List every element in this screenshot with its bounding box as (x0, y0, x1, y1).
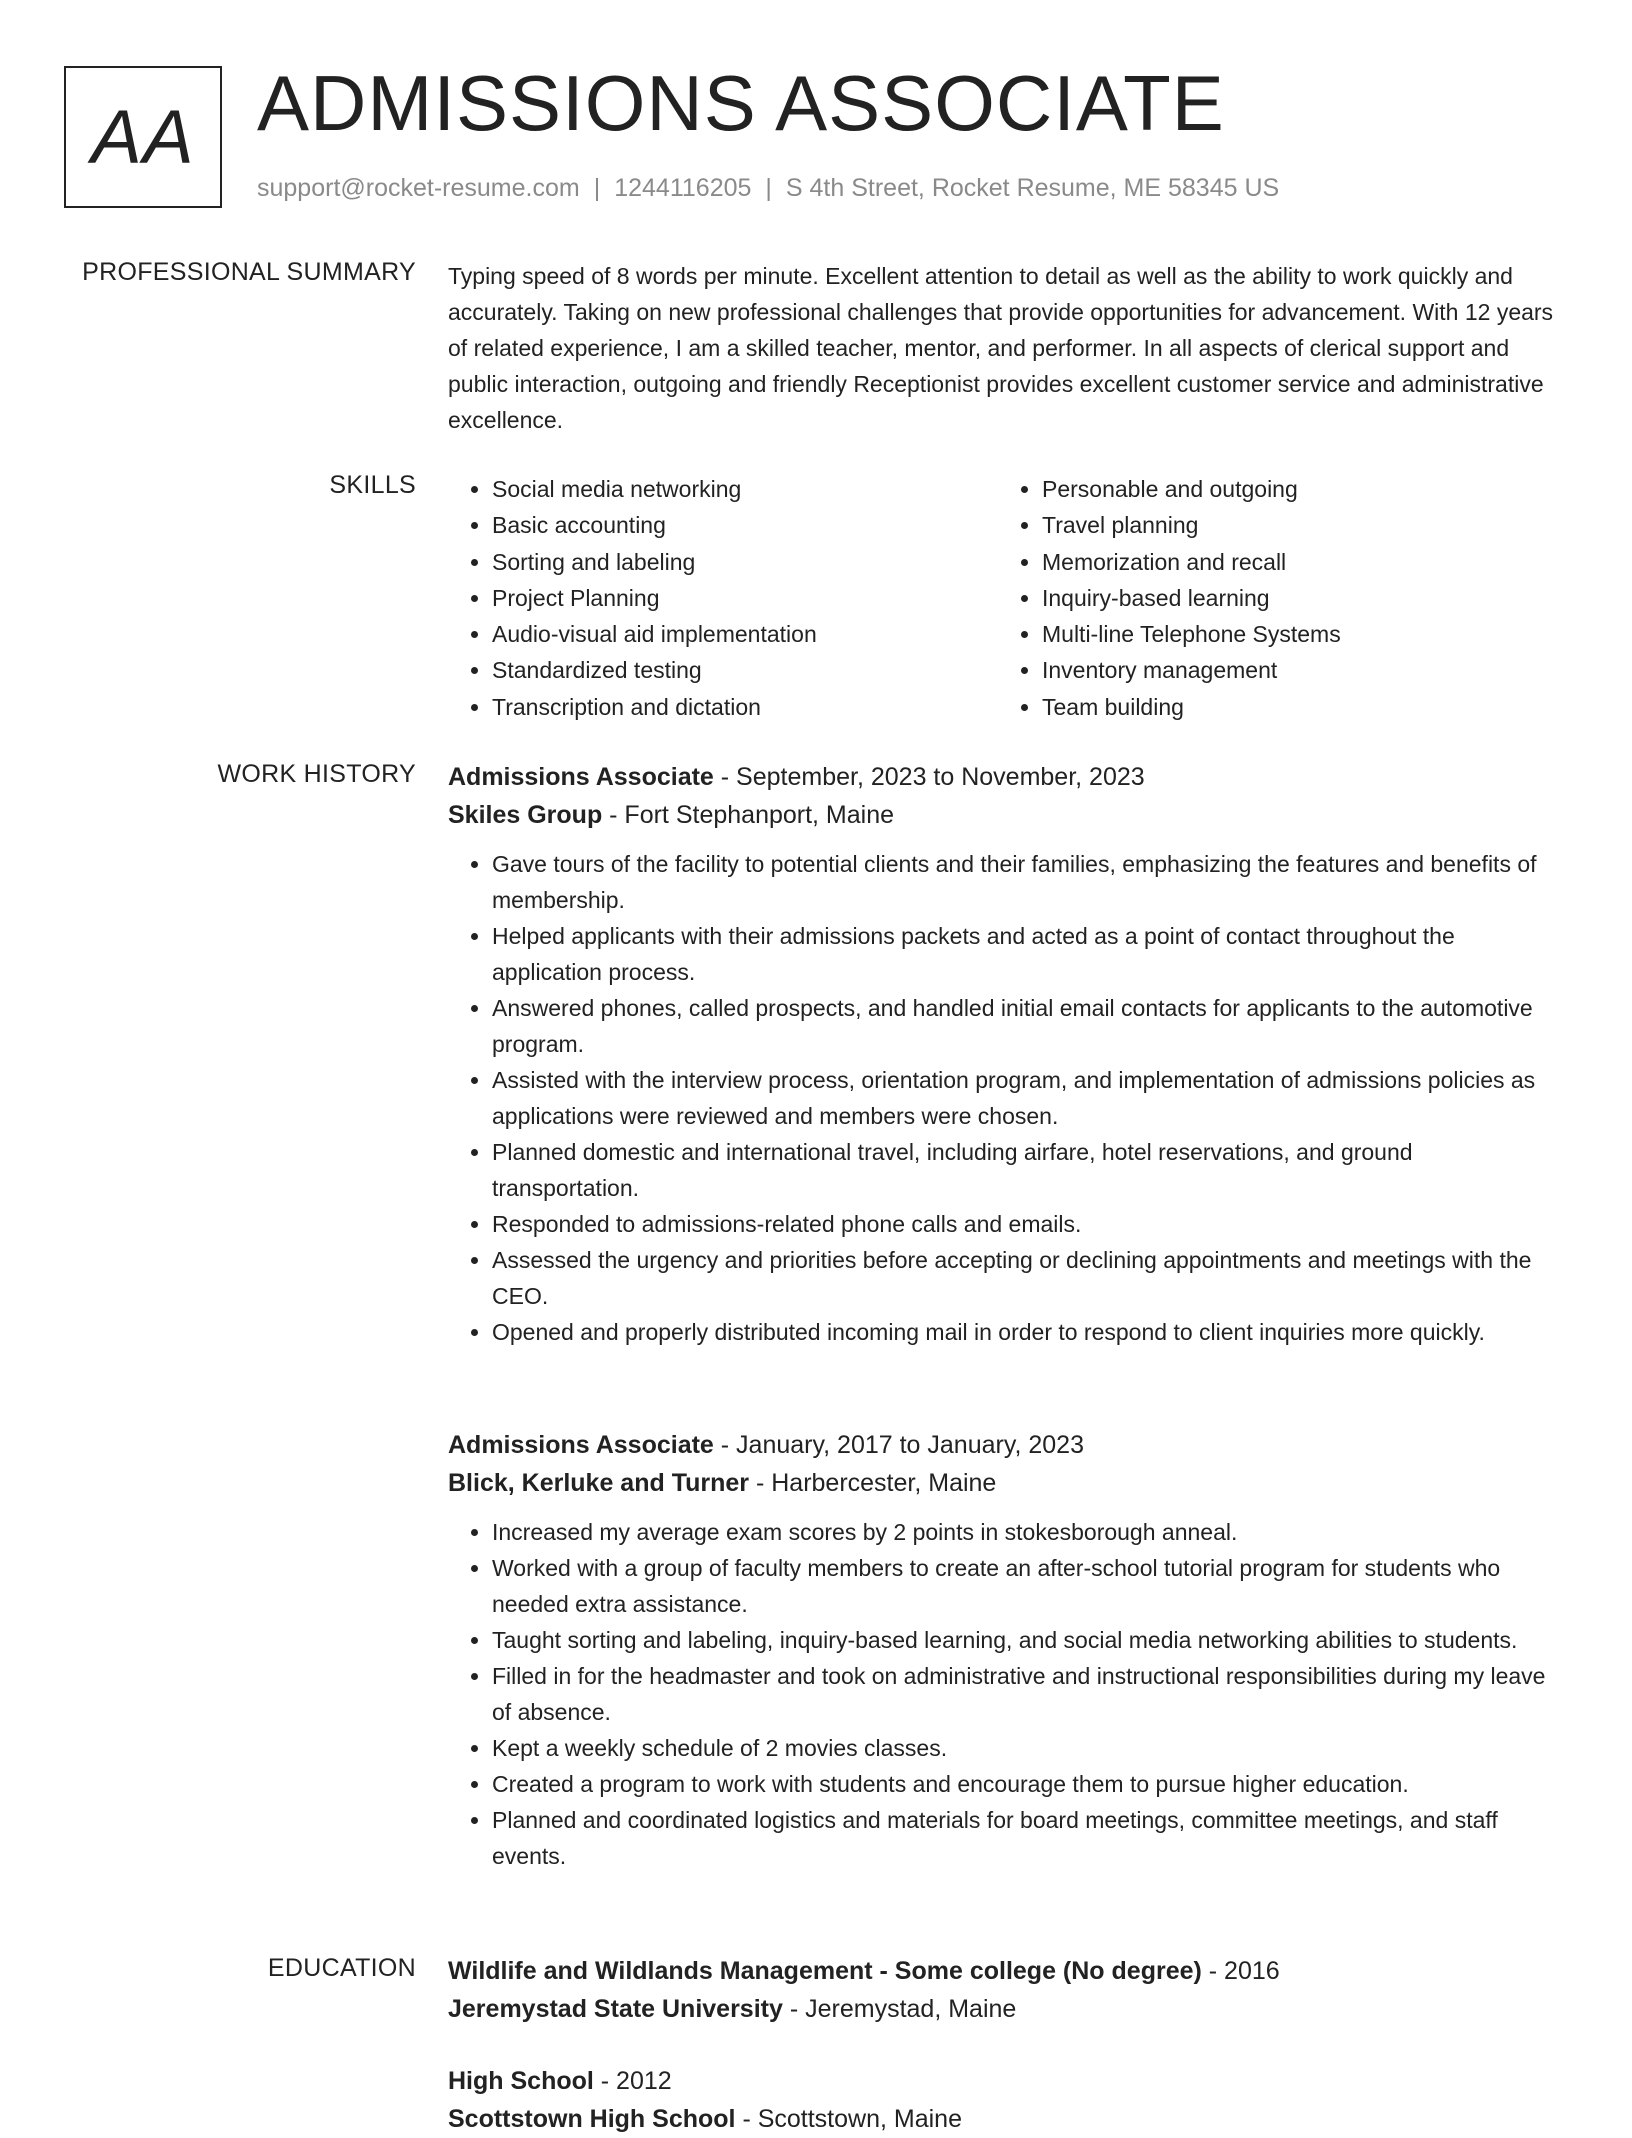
list-item: • Worked with a group of faculty members to create an after-school tutorial program for students who needed extra assistance. (492, 1550, 1560, 1622)
school-line (448, 1990, 1560, 2028)
school-location: - Jeremystad, Maine (782, 1995, 1017, 2023)
section-label-work: WORK HISTORY (217, 760, 416, 788)
list-item: • Answered phones, called prospects, and handled initial email contacts for applicants to the automotive program. (492, 990, 1560, 1062)
company-name: Blick, Kerluke and Turner (448, 1469, 750, 1497)
list-item: • Sorting and labeling (492, 544, 998, 580)
list-item: • Standardized testing (492, 652, 998, 688)
job-title-line (448, 758, 1560, 796)
summary-text: Typing speed of 8 words per minute. Excellent attention to detail as well as the ability to work quickly and accurately. Taking on new professional challenges that provide opportunities for advancement. With 12 years of related experience, I am a skilled teacher, mentor, and performer. In all aspects of clerical support and public interaction, outgoing and friendly Receptionist provides excellent customer service and administrative excellence. (448, 263, 1554, 433)
work-history-body (448, 758, 1560, 1869)
list-item: • Assessed the urgency and priorities before accepting or declining appointments and meetings with the CEO. (492, 1242, 1560, 1314)
company-location: - Fort Stephanport, Maine (602, 801, 895, 829)
list-item: • Transcription and dictation (492, 689, 998, 725)
section-label-skills: SKILLS (329, 471, 416, 499)
section-label-education: EDUCATION (267, 1954, 416, 1982)
job-dates: - September, 2023 to November, 2023 (713, 763, 1145, 791)
job-title: Admissions Associate (448, 763, 714, 791)
list-item: • Social media networking (492, 471, 998, 507)
job-title-line (448, 1426, 1560, 1464)
degree-line (448, 1952, 1560, 1990)
degree-name: Wildlife and Wildlands Management - Some college (No degree) (448, 1957, 1202, 1985)
job-bullets (448, 846, 1560, 1350)
education-body (448, 1952, 1560, 2138)
list-item: • Travel planning (1042, 507, 1548, 543)
section-label-summary: PROFESSIONAL SUMMARY (82, 258, 416, 286)
list-item: • Inventory management (1042, 652, 1548, 688)
school-name: Jeremystad State University (448, 1995, 783, 2023)
degree-line (448, 2062, 1560, 2100)
contact-line (257, 174, 1279, 203)
list-item: • Project Planning (492, 580, 998, 616)
monogram-logo: AA (64, 66, 222, 208)
degree-name: High School (448, 2067, 594, 2095)
job-company-line (448, 796, 1560, 834)
education-entry (448, 1952, 1560, 2028)
list-item: • Planned domestic and international travel, including airfare, hotel reservations, and ground transportation. (492, 1134, 1560, 1206)
degree-year: - 2016 (1201, 1957, 1280, 1985)
job-title: Admissions Associate (448, 1431, 714, 1459)
job-entry (448, 758, 1560, 1350)
list-item: • Taught sorting and labeling, inquiry-based learning, and social media networking abilities to students. (492, 1622, 1560, 1658)
list-item: • Assisted with the interview process, orientation program, and implementation of admissions policies as applications were reviewed and members were chosen. (492, 1062, 1560, 1134)
list-item: • Helped applicants with their admissions packets and acted as a point of contact throughout the application process. (492, 918, 1560, 990)
skills-list (448, 471, 1560, 725)
school-name: Scottstown High School (448, 2105, 736, 2133)
separator: | (765, 174, 772, 202)
list-item: • Basic accounting (492, 507, 998, 543)
education-entry (448, 2062, 1560, 2138)
email-link[interactable]: support@rocket-resume.com (257, 174, 580, 202)
skills-column-2 (998, 471, 1548, 725)
job-dates: - January, 2017 to January, 2023 (713, 1431, 1084, 1459)
list-item: • Audio-visual aid implementation (492, 616, 998, 652)
address: S 4th Street, Rocket Resume, ME 58345 US (785, 174, 1280, 202)
resume-header (64, 59, 1564, 216)
job-company-line (448, 1464, 1560, 1502)
school-location: - Scottstown, Maine (735, 2105, 962, 2133)
list-item: • Team building (1042, 689, 1548, 725)
page-title: ADMISSIONS ASSOCIATE (257, 59, 1225, 147)
list-item: • Increased my average exam scores by 2 points in stokesborough anneal. (492, 1514, 1560, 1550)
company-name: Skiles Group (448, 801, 603, 829)
list-item: • Filled in for the headmaster and took on administrative and instructional responsibilities during my leave of absence. (492, 1658, 1560, 1730)
list-item: • Kept a weekly schedule of 2 movies classes. (492, 1730, 1560, 1766)
job-bullets (448, 1514, 1560, 1874)
job-entry (448, 1426, 1560, 1874)
list-item: • Responded to admissions-related phone calls and emails. (492, 1206, 1560, 1242)
degree-year: - 2012 (593, 2067, 672, 2095)
company-location: - Harbercester, Maine (749, 1469, 997, 1497)
separator: | (593, 174, 601, 202)
school-line (448, 2100, 1560, 2138)
list-item: • Planned and coordinated logistics and materials for board meetings, committee meetings, and staff events. (492, 1802, 1560, 1874)
list-item: • Inquiry-based learning (1042, 580, 1548, 616)
list-item: • Created a program to work with students and encourage them to pursue higher education. (492, 1766, 1560, 1802)
list-item: • Memorization and recall (1042, 544, 1548, 580)
list-item: • Personable and outgoing (1042, 471, 1548, 507)
list-item: • Gave tours of the facility to potential clients and their families, emphasizing the features and benefits of membership. (492, 846, 1560, 918)
list-item: • Multi-line Telephone Systems (1042, 616, 1548, 652)
skills-column-1 (448, 471, 998, 725)
list-item: • Opened and properly distributed incoming mail in order to respond to client inquiries more quickly. (492, 1314, 1560, 1350)
phone-number: 1244116205 (614, 174, 752, 202)
